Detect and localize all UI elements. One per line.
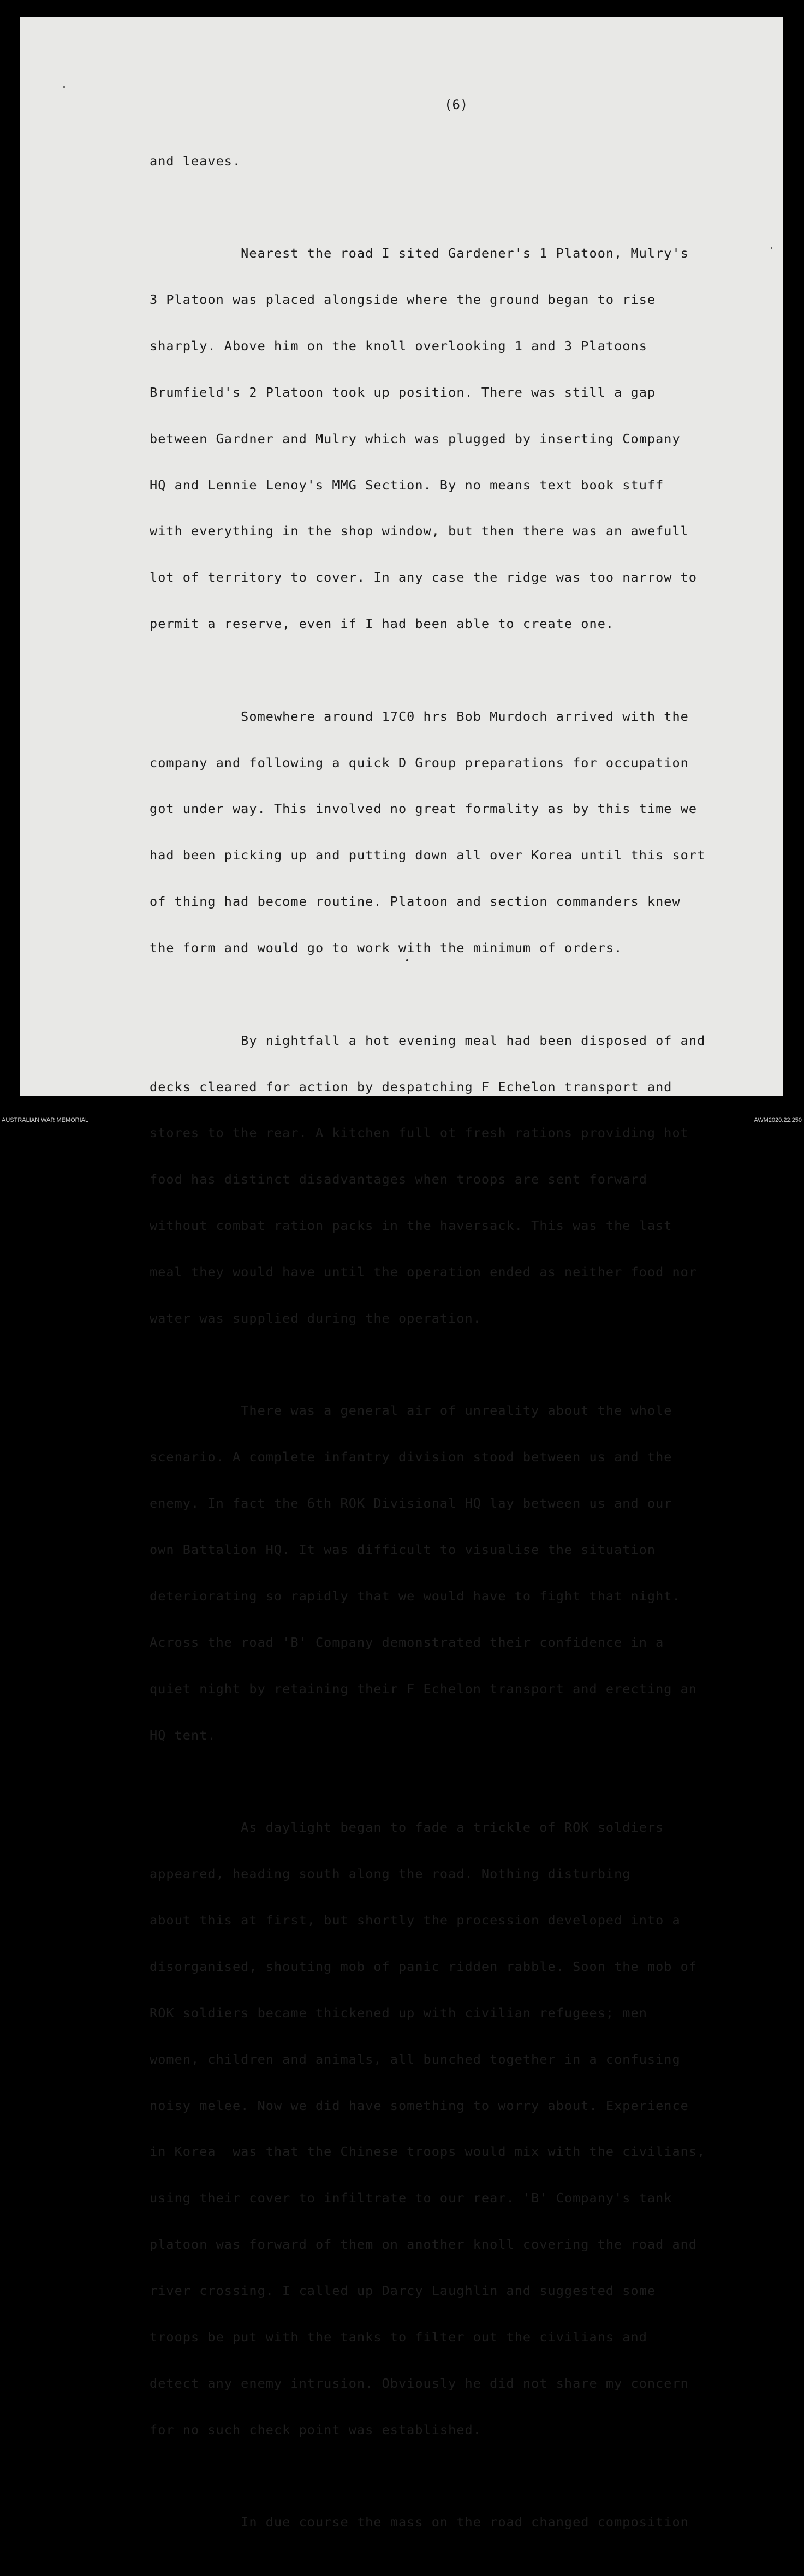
text-line: women, children and animals, all bunched together in a confusing [150,2051,681,2067]
text-line: quiet night by retaining their F Echelon transport and erecting an [150,1681,698,1696]
text-line: As daylight began to fade a trickle of ROK soldiers [150,1820,664,1836]
text-line: Across the road 'B' Company demonstrated their confidence in a [150,1634,664,1650]
page-number: (6) [444,97,468,112]
text-line: and leaves. [150,153,241,169]
text-line: There was a general air of unreality about the whole [150,1403,672,1419]
text-line: using their cover to infiltrate to our rear. 'B' Company's tank [150,2190,672,2206]
text-line: In due course the mass on the road changed composition [150,2514,689,2530]
text-line: permit a reserve, even if I had been able to create one. [150,616,615,632]
text-line: noisy melee. Now we did have something to worry about. Experience [150,2097,689,2113]
text-line: for no such check point was established. [150,2422,481,2437]
text-line: lot of territory to cover. In any case the ridge was too narrow to [150,570,698,585]
text-line: decks cleared for action by despatching F Echelon transport and [150,1079,672,1095]
footer-accession-number: AWM2020.22.250 [754,1117,802,1123]
text-line: food has distinct disadvantages when troops are sent forward [150,1172,647,1187]
text-line: own Battalion HQ. It was difficult to visualise the situation [150,1542,656,1558]
text-line: scenario. A complete infantry division stood between us and the [150,1449,672,1465]
text-line: platoon was forward of them on another knoll covering the road and [150,2237,698,2252]
text-line: HQ and Lennie Lenoy's MMG Section. By no means text book stuff [150,477,664,493]
text-line: By nightfall a hot evening meal had been disposed of and [150,1032,706,1048]
text-line: Somewhere around 17C0 hrs Bob Murdoch arrived with the [150,708,689,724]
paragraph-1 [150,122,783,199]
text-line: with everything in the shop window, but then there was an awefull [150,523,689,539]
scan-speck [771,247,772,249]
text-line: about this at first, but shortly the procession developed into a [150,1912,681,1928]
text-line: without combat ration packs in the haversack. This was the last [150,1218,672,1234]
text-line: river crossing. I called up Darcy Laughlin and suggested some [150,2283,656,2299]
text-line: detect any enemy intrusion. Obviously he did not share my concern [150,2375,689,2391]
text-line: Brumfield's 2 Platoon took up position. There was still a gap [150,384,656,400]
text-line: between Gardner and Mulry which was plugged by inserting Company [150,431,681,446]
text-line: water was supplied during the operation. [150,1310,481,1326]
text-line: meal they would have until the operation ended as neither food nor [150,1264,698,1280]
text-line: deteriorating so rapidly that we would have to fight that night. [150,1588,681,1604]
text-line: appeared, heading south along the road. Nothing disturbing [150,1866,631,1882]
text-line: disorganised, shouting mob of panic ridden rabble. Soon the mob of [150,1958,698,1974]
text-line: had been picking up and putting down all over Korea until this sort [150,847,706,863]
paragraph-6 [150,1789,783,2469]
paragraph-3 [150,678,783,987]
text-line: troops be put with the tanks to filter out the civilians and [150,2329,647,2345]
document-body [150,122,783,2576]
text-line: ROK soldiers became thickened up with civilian refugees; men [150,2005,647,2021]
paragraph-7 [150,2484,783,2561]
text-line: the form and would go to work with the minimum of orders. [150,940,623,956]
text-line: 3 Platoon was placed alongside where the ground began to rise [150,291,656,307]
paragraph-5 [150,1372,783,1774]
text-line: Nearest the road I sited Gardener's 1 Platoon, Mulry's [150,246,689,261]
text-line: in Korea was that the Chinese troops would mix with the civilians, [150,2144,706,2160]
text-line: of thing had become routine. Platoon and section commanders knew [150,894,681,910]
paragraph-2 [150,214,783,662]
scan-speck [63,86,65,88]
text-line: sharply. Above him on the knoll overlooking 1 and 3 Platoons [150,338,647,354]
text-line: stores to the rear. A kitchen full ot fresh rations providing hot [150,1125,689,1141]
text-line: HQ tent. [150,1727,216,1743]
scan-speck [406,959,408,961]
text-line: company and following a quick D Group preparations for occupation [150,755,689,770]
paragraph-4 [150,1002,783,1357]
text-line: enemy. In fact the 6th ROK Divisional HQ lay between us and our [150,1496,672,1511]
text-line: got under way. This involved no great formality as by this time we [150,801,698,817]
footer-institution: AUSTRALIAN WAR MEMORIAL [2,1117,89,1123]
